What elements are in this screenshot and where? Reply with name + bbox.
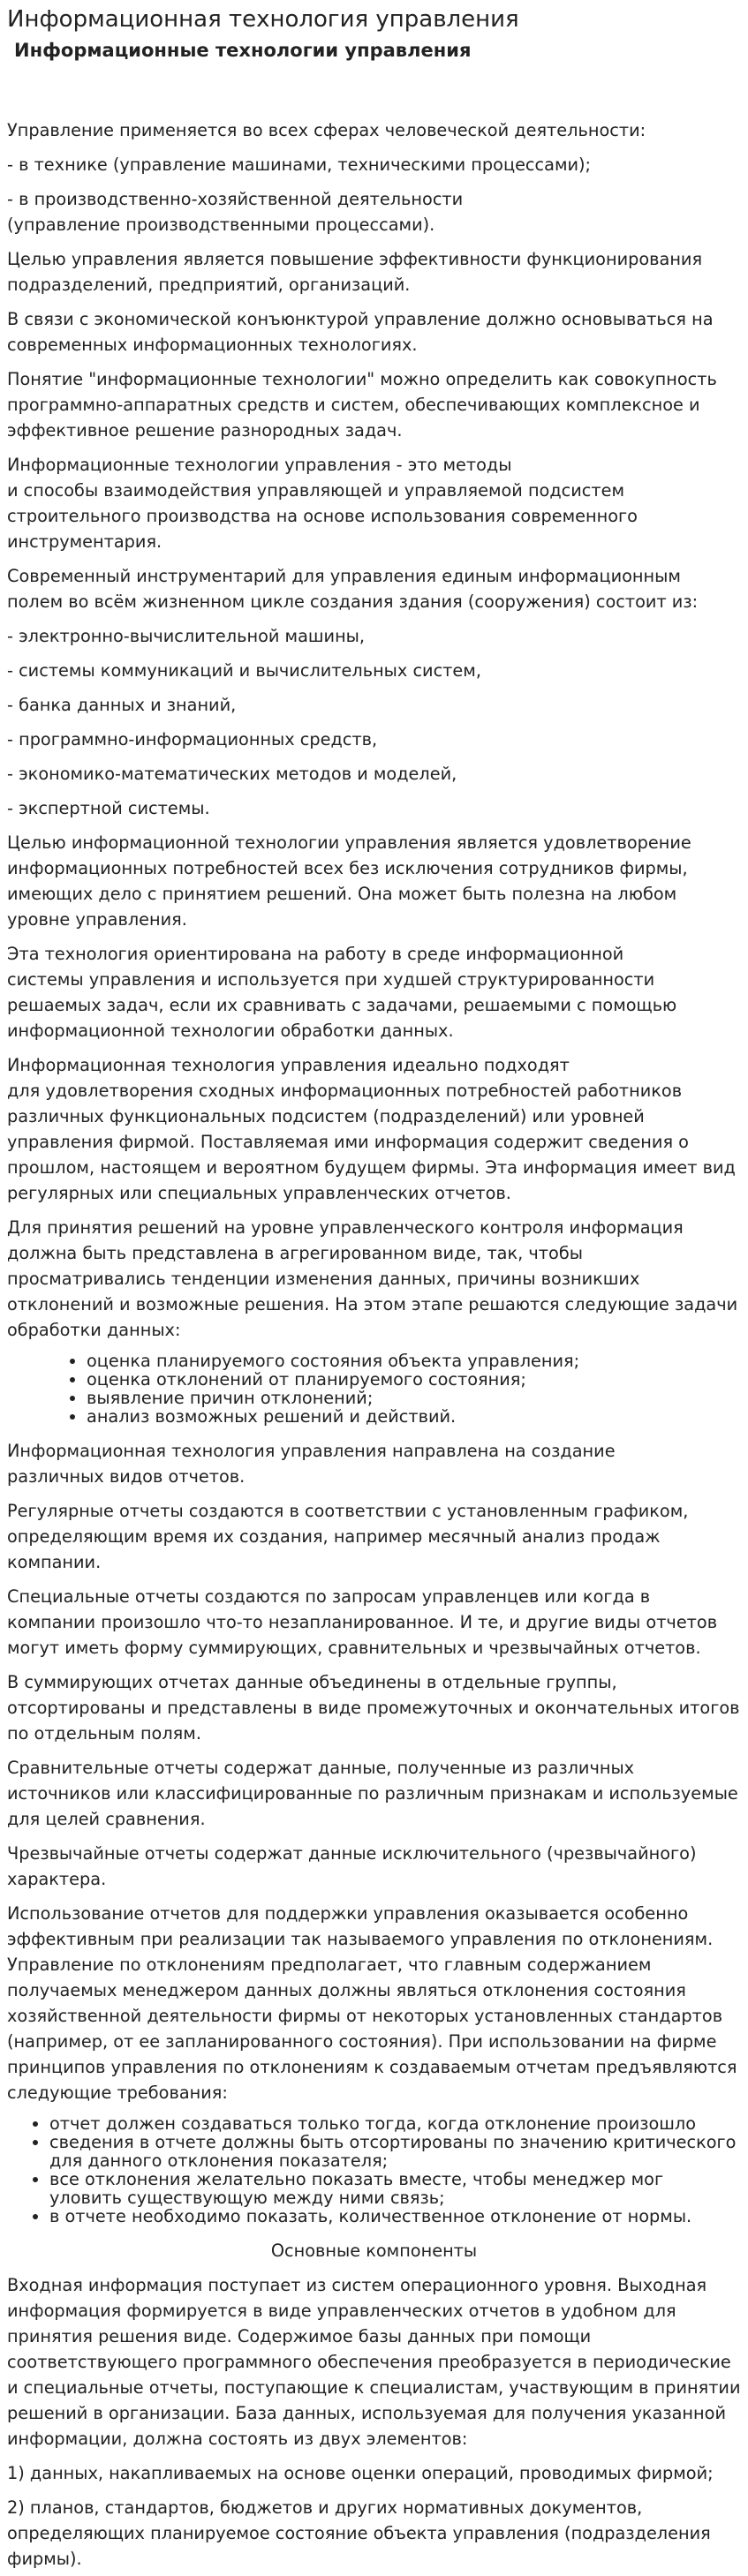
paragraph: Понятие "информационные технологии" можно определить как совокупность программно-аппаратных средств и систем, обеспечивающих комплексное и эффективное решение разнородных задач. bbox=[7, 369, 717, 441]
paragraph: Целью управления является повышение эффективности функционирования подразделений, предприятий, организаций. bbox=[7, 249, 703, 295]
paragraph: - экспертной системы. bbox=[7, 798, 210, 818]
paragraph: Чрезвычайные отчеты содержат данные исключительного (чрезвычайного) характера. bbox=[7, 1843, 697, 1889]
paragraph: Информационная технология управления идеально подходят для удовлетворения сходных информационных потребностей работников различных функциональных подсистем (подразделений) или уровней управления фирмой. Поставляемая ими информация содержит сведения о прошлом, настоящем и вероятном будущем фирмы. Эта информация имеет вид регулярных или специальных управленческих отчетов. bbox=[7, 1055, 736, 1203]
report-requirements-list bbox=[7, 2114, 741, 2226]
text-block-reports bbox=[7, 1438, 741, 2105]
spacer bbox=[7, 63, 741, 117]
paragraph: Регулярные отчеты создаются в соответствии с установленным графиком, определяющим время их создания, например месячный анализ продаж компании. bbox=[7, 1501, 689, 1572]
paragraph: - экономико-математических методов и моделей, bbox=[7, 764, 457, 784]
page-title: Информационная технология управления bbox=[7, 6, 519, 33]
list-item: • анализ возможных решений и действий. bbox=[87, 1407, 741, 1426]
paragraph: - электронно-вычислительной машины, bbox=[7, 626, 366, 646]
paragraph: Специальные отчеты создаются по запросам управленцев или когда в компании произошло что-то незапланированное. И те, и другие виды отчетов могут иметь форму суммирующих, сравнительных и чрезвычайных отчетов. bbox=[7, 1586, 718, 1658]
paragraph: Целью информационной технологии управления является удовлетворение информационных потребностей всех без исключения сотрудников фирмы, имеющих дело с принятием решений. Она может быть полезна на любом уровне управления. bbox=[7, 832, 691, 930]
paragraph: - программно-информационных средств, bbox=[7, 729, 378, 749]
page-subtitle: Информационные технологии управления bbox=[14, 40, 472, 61]
paragraph: Управление применяется во всех сферах человеческой деятельности: bbox=[7, 120, 646, 140]
paragraph: В суммирующих отчетах данные объединены в отдельные группы, отсортированы и представлены в виде промежуточных и окончательных итогов по отдельным полям. bbox=[7, 1672, 740, 1744]
paragraph: Для принятия решений на уровне управленческого контроля информация должна быть представлена в агрегированном виде, так, чтобы просматривались тенденции изменения данных, причины возникших отклонений и возможные решения. На этом этапе решаются следующие задачи обработки данных: bbox=[7, 1217, 738, 1340]
paragraph: Использование отчетов для поддержки управления оказывается особенно эффективным при реализации так называемого управления по отклонениям. Управление по отклонениям предполагает, что главным содержанием получаемых менеджером данных должны являться отклонения состояния хозяйственной деятельности фирмы от некоторых установленных стандартов (например, от ее запланированного состояния). При использовании на фирме принципов управления по отклонениям к создаваемым отчетам предъявляются следующие требования: bbox=[7, 1903, 737, 2103]
list-item: • в отчете необходимо показать, количественное отклонение от нормы. bbox=[49, 2207, 741, 2226]
list-item: • сведения в отчете должны быть отсортированы по значению критического для данного отклонения показателя; bbox=[49, 2133, 741, 2170]
list-item: • отчет должен создаваться только тогда, когда отклонение произошло bbox=[49, 2114, 741, 2133]
paragraph: - в технике (управление машинами, техническими процессами); bbox=[7, 154, 592, 175]
text-block-components bbox=[7, 2272, 741, 2572]
list-item: • все отклонения желательно показать вместе, чтобы менеджер мог уловить существующую между ними связь; bbox=[49, 2170, 741, 2207]
article-body bbox=[7, 117, 741, 2572]
paragraph: Современный инструментарий для управления единым информационным полем во всём жизненном цикле создания здания (сооружения) состоит из: bbox=[7, 566, 699, 612]
paragraph: В связи с экономической конъюнктурой управление должно основываться на современных информационных технологиях. bbox=[7, 309, 714, 355]
list-item: • оценка планируемого состояния объекта управления; bbox=[87, 1352, 741, 1370]
section-heading: Основные компоненты bbox=[270, 2241, 478, 2261]
list-item: • оценка отклонений от планируемого состояния; bbox=[87, 1370, 741, 1389]
processing-tasks-list bbox=[7, 1352, 741, 1426]
paragraph: 1) данных, накапливаемых на основе оценки операций, проводимых фирмой; bbox=[7, 2463, 714, 2483]
paragraph: Информационная технология управления направлена на создание различных видов отчетов. bbox=[7, 1441, 616, 1487]
list-item: • выявление причин отклонений; bbox=[87, 1389, 741, 1407]
text-block-intro bbox=[7, 117, 741, 1343]
paragraph: 2) планов, стандартов, бюджетов и других нормативных документов, определяющих планируемое состояние объекта управления (подразделения фирмы). bbox=[7, 2497, 711, 2569]
paragraph: - системы коммуникаций и вычислительных систем, bbox=[7, 660, 481, 681]
paragraph: Информационные технологии управления - это методы и способы взаимодействия управляющей и управляемой подсистем строительного производства на основе использования современного инструментария. bbox=[7, 455, 638, 552]
paragraph: - в производственно-хозяйственной деятельности (управление производственными процессами). bbox=[7, 189, 464, 235]
paragraph: Эта технология ориентирована на работу в среде информационной системы управления и используется при худшей структурированности решаемых задач, если их сравнивать с задачами, решаемыми с помощью информационной технологии обработки данных. bbox=[7, 944, 677, 1041]
paragraph: - банка данных и знаний, bbox=[7, 695, 237, 715]
paragraph: Сравнительные отчеты содержат данные, полученные из различных источников или классифицированные по различным признакам и используемые для целей сравнения. bbox=[7, 1758, 738, 1829]
paragraph: Входная информация поступает из систем операционного уровня. Выходная информация формируется в виде управленческих отчетов в удобном для принятия решения виде. Содержимое базы данных при помощи соответствующего программного обеспечения преобразуется в периодические и специальные отчеты, поступающие к специалистам, участвующим в принятии решений в организации. База данных, используемая для получения указанной информации, должна состоять из двух элементов: bbox=[7, 2275, 741, 2449]
